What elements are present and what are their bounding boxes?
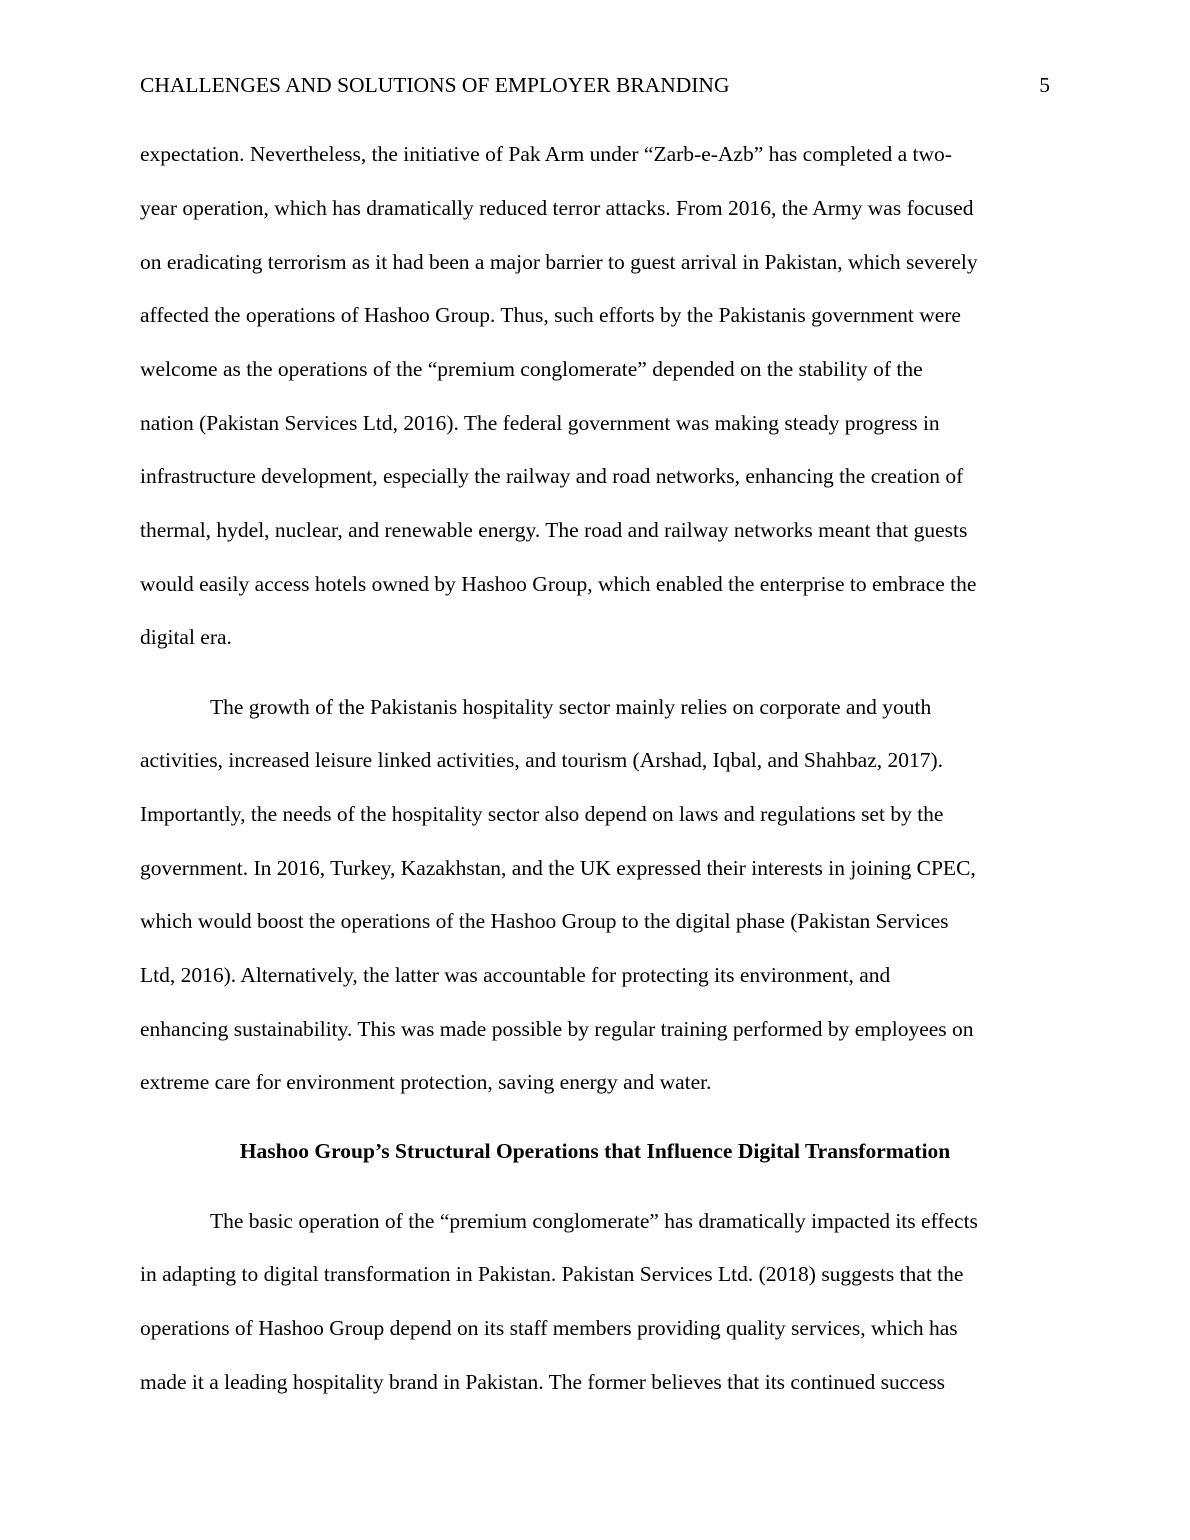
paragraph-line: government. In 2016, Turkey, Kazakhstan, and the UK expressed their interests in joining CPEC, — [140, 856, 976, 880]
paragraph-line: activities, increased leisure linked activities, and tourism (Arshad, Iqbal, and Shahbaz, 2017). — [140, 748, 944, 772]
section-heading: Hashoo Group’s Structural Operations that Influence Digital Transformation — [239, 1139, 951, 1163]
paragraph-line: made it a leading hospitality brand in Pakistan. The former believes that its continued success — [140, 1370, 946, 1394]
paragraph-line: enhancing sustainability. This was made possible by regular training performed by employees on — [140, 1017, 974, 1041]
paragraph-line: on eradicating terrorism as it had been a major barrier to guest arrival in Pakistan, which severely — [140, 250, 978, 274]
paragraph-line: welcome as the operations of the “premium conglomerate” depended on the stability of the — [140, 357, 923, 381]
paragraph-line: would easily access hotels owned by Hashoo Group, which enabled the enterprise to embrace the — [140, 572, 977, 596]
paragraph-line: The growth of the Pakistanis hospitality sector mainly relies on corporate and youth — [210, 695, 932, 719]
paragraph-line: in adapting to digital transformation in Pakistan. Pakistan Services Ltd. (2018) suggests that the — [140, 1262, 964, 1286]
paragraph-line: The basic operation of the “premium conglomerate” has dramatically impacted its effects — [210, 1209, 978, 1233]
paragraph-line: operations of Hashoo Group depend on its staff members providing quality services, which has — [140, 1316, 958, 1340]
paragraph-line: digital era. — [140, 625, 232, 649]
running-header — [140, 70, 1050, 100]
paragraph-line: Ltd, 2016). Alternatively, the latter was accountable for protecting its environment, and — [140, 963, 891, 987]
page-number: 5 — [1039, 73, 1050, 97]
paragraph-line: year operation, which has dramatically reduced terror attacks. From 2016, the Army was focused — [140, 196, 974, 220]
running-title: CHALLENGES AND SOLUTIONS OF EMPLOYER BRANDING — [140, 73, 730, 97]
paragraph-line: Importantly, the needs of the hospitality sector also depend on laws and regulations set by the — [140, 802, 944, 826]
paragraph-line: infrastructure development, especially the railway and road networks, enhancing the creation of — [140, 464, 964, 488]
paragraph-line: nation (Pakistan Services Ltd, 2016). The federal government was making steady progress in — [140, 411, 940, 435]
paragraph-line: expectation. Nevertheless, the initiative of Pak Arm under “Zarb-e-Azb” has completed a two- — [140, 142, 952, 166]
paragraph-line: thermal, hydel, nuclear, and renewable energy. The road and railway networks meant that guests — [140, 518, 968, 542]
paragraph-line: extreme care for environment protection, saving energy and water. — [140, 1070, 712, 1094]
paragraph-line: affected the operations of Hashoo Group. Thus, such efforts by the Pakistanis government were — [140, 303, 961, 327]
paragraph-line: which would boost the operations of the Hashoo Group to the digital phase (Pakistan Services — [140, 909, 949, 933]
